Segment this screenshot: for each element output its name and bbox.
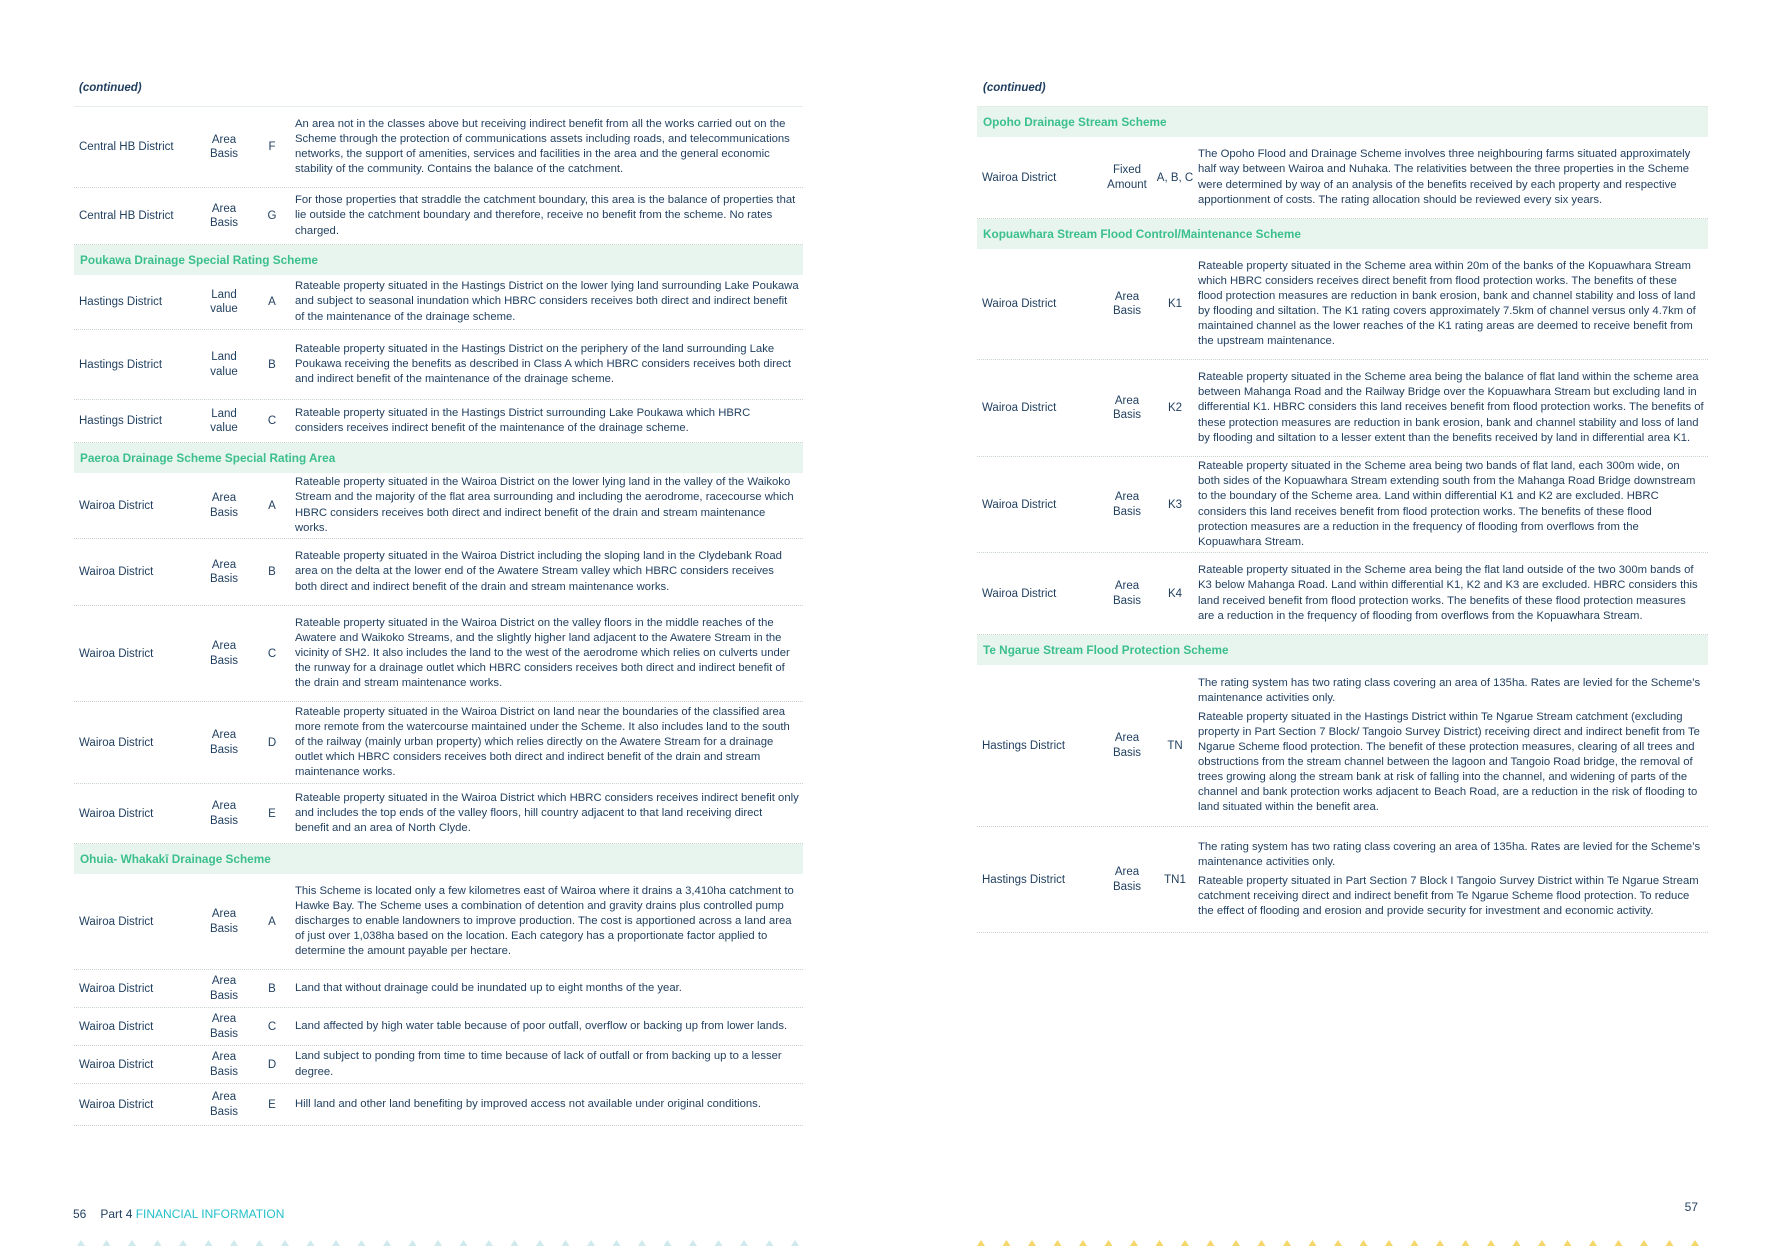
basis-text: Basis (209, 814, 239, 827)
triangle-mark (1283, 1240, 1291, 1246)
description-cell (295, 475, 803, 535)
triangle-mark (103, 1240, 111, 1246)
description-cell (1198, 563, 1708, 623)
triangle-mark (409, 1240, 417, 1246)
basis-cell (199, 407, 249, 436)
district-cell: Wairoa District (79, 915, 154, 928)
rates-table-left (74, 106, 803, 1126)
description-paragraph: Rateable property situated in Part Section 7 Block I Tangoio Survey District within Te Ngarue Stream catchment receiving direct and indirect benefit from Te Ngarue Scheme flood protection. To reduce the effect of flooding and erosion and provide security for investment and economic activity. (1198, 874, 1699, 918)
triangle-mark (740, 1240, 748, 1246)
table-row (74, 784, 803, 844)
description-cell (295, 1019, 803, 1034)
basis-cell (199, 728, 249, 757)
triangle-mark (1156, 1240, 1164, 1246)
triangle-mark (715, 1240, 723, 1246)
basis-text: Basis (1112, 505, 1142, 518)
rating-class-cell: D (267, 1058, 277, 1071)
description-cell (295, 1049, 803, 1079)
scheme-heading: Poukawa Drainage Special Rating Scheme (74, 245, 803, 275)
basis-text: Basis (209, 989, 239, 1002)
description-cell (295, 549, 803, 594)
table-row (977, 457, 1708, 553)
triangle-mark (1207, 1240, 1215, 1246)
scheme-heading: Kopuawhara Stream Flood Control/Maintenance Scheme (977, 219, 1708, 249)
triangle-mark (1130, 1240, 1138, 1246)
table-row (74, 275, 803, 330)
triangle-mark (1232, 1240, 1240, 1246)
triangle-mark (562, 1240, 570, 1246)
table-row (977, 665, 1708, 827)
basis-cell (199, 1012, 249, 1041)
district-cell: Hastings District (79, 358, 163, 371)
district-cell: Wairoa District (982, 298, 1057, 310)
basis-cell (1102, 865, 1152, 894)
basis-text: Area (1114, 491, 1140, 503)
basis-text: Basis (209, 1027, 239, 1040)
rating-class-cell: K4 (1167, 587, 1183, 600)
triangle-mark (1487, 1240, 1495, 1246)
rating-class-cell: C (267, 415, 277, 427)
triangle-mark (1003, 1240, 1011, 1246)
rating-class-cell: A (268, 915, 276, 928)
basis-text: Amount (1107, 178, 1147, 191)
triangle-mark (1411, 1240, 1419, 1246)
rating-class-cell: C (267, 647, 277, 660)
district-cell: Wairoa District (79, 1098, 154, 1111)
table-row (74, 107, 803, 188)
description-paragraph: Rateable property situated in the Hastings District on the lower lying land surrounding Lake Poukawa and subject to seasonal inundation which HBRC considers receives both direct and indirect benefit of the maintenance of the drainage scheme. (295, 280, 799, 323)
triangle-mark (1615, 1240, 1623, 1246)
triangle-mark (179, 1240, 187, 1246)
basis-cell (1102, 731, 1152, 760)
basis-text: Area (211, 1091, 237, 1103)
basis-text: value (210, 422, 238, 434)
description-cell (1198, 259, 1708, 350)
basis-cell (199, 491, 249, 520)
rating-class-cell: E (268, 1098, 276, 1111)
rating-class-cell: K3 (1167, 498, 1183, 511)
table-row (74, 473, 803, 539)
table-row (977, 137, 1708, 219)
basis-cell (1102, 579, 1152, 608)
triangle-mark (154, 1240, 162, 1246)
triangle-mark (1666, 1240, 1674, 1246)
basis-cell (199, 799, 249, 828)
rating-class-cell: D (267, 736, 277, 749)
basis-text: Area (211, 492, 237, 504)
triangle-mark (1436, 1240, 1444, 1246)
district-cell: Wairoa District (79, 807, 154, 820)
description-cell (295, 342, 803, 387)
table-row (74, 1084, 803, 1126)
description-cell (295, 791, 803, 836)
basis-cell (1102, 490, 1152, 519)
decorative-triangle-strip-left (77, 1240, 807, 1246)
basis-text: Area (211, 133, 237, 146)
rating-class-cell: A (268, 296, 276, 308)
triangle-mark (1589, 1240, 1597, 1246)
triangle-mark (511, 1240, 519, 1246)
table-row (74, 1046, 803, 1084)
continued-label: (continued) (983, 82, 1046, 94)
basis-text: Basis (1112, 305, 1142, 317)
district-cell: Wairoa District (79, 566, 154, 578)
basis-cell (1102, 163, 1152, 192)
rating-class-cell: E (268, 807, 276, 820)
table-row (74, 702, 803, 784)
basis-text: Basis (209, 217, 239, 229)
triangle-mark (766, 1240, 774, 1246)
triangle-mark (1334, 1240, 1342, 1246)
triangle-mark (77, 1240, 85, 1246)
table-row (74, 970, 803, 1008)
rating-class-cell: B (268, 982, 276, 995)
description-paragraph: Rateable property situated in the Wairoa District including the sloping land in the Clydebank Road area on the delta at the lower end of the Awatere Stream valley which HBRC considers receives both direct and indirect benefit of the drain and stream maintenance works. (295, 550, 782, 593)
basis-text: Area (1114, 290, 1140, 303)
table-row (74, 330, 803, 400)
description-cell (295, 616, 803, 691)
basis-text: Basis (1112, 746, 1142, 759)
description-paragraph: Rateable property situated in the Scheme area being the flat land outside of the two 300m bands of K3 below Mahanga Road. Land within differential K1, K2 and K3 are excluded. HBRC considers this land received benefit from flood protection works. The benefits of these flood protection measures are a reduction in the frequency of flooding from overflows from the Kopuawhara Stream. (1198, 564, 1698, 622)
district-cell: Wairoa District (982, 171, 1057, 184)
basis-cell (1102, 290, 1152, 319)
triangle-mark (358, 1240, 366, 1246)
rating-class-cell: TN (1167, 739, 1183, 752)
rating-class-cell: TN1 (1164, 873, 1186, 886)
description-cell (295, 406, 803, 436)
basis-text: Basis (209, 573, 239, 585)
scheme-heading: Te Ngarue Stream Flood Protection Scheme (977, 635, 1708, 665)
triangle-mark (1105, 1240, 1113, 1246)
district-cell: Hastings District (79, 296, 163, 308)
rating-class-cell: K1 (1167, 298, 1183, 310)
description-paragraph: For those properties that straddle the catchment boundary, this area is the balance of properties that lie outside the catchment boundary and therefore, receive no benefit from the scheme. No rates charged. (295, 194, 796, 237)
triangle-mark (1079, 1240, 1087, 1246)
part-label: Part 4 (100, 1207, 133, 1221)
triangle-mark (1258, 1240, 1266, 1246)
description-cell (295, 117, 803, 177)
description-paragraph: An area not in the classes above but receiving indirect benefit from all the works carried out on the Scheme through the protection of communications assets including roads, and telecommunications networks, the support of amenities, services and facilities in the area and the general economic stability of the community. Contains the balance of the catchment. (295, 117, 790, 176)
description-cell (1198, 676, 1708, 816)
basis-cell (199, 350, 249, 379)
description-paragraph: This Scheme is located only a few kilometres east of Wairoa where it drains a 3,410ha catchment to Hawke Bay. The Scheme uses a combination of detention and gravity drains plus controlled pump discharges to enable landowners to improve production. The cost is apportioned across a land area of just over 1,038ha based on the location. Each category has a proportionate factor applied to determine the amount payable per hectare. (295, 884, 794, 958)
description-paragraph: The rating system has two rating class covering an area of 135ha. Rates are levied for the Scheme’s maintenance activities only. (1198, 840, 1701, 868)
district-cell: Wairoa District (79, 982, 154, 995)
rating-class-cell: G (267, 210, 277, 222)
basis-text: Basis (1112, 880, 1142, 893)
triangle-mark (977, 1240, 985, 1246)
basis-text: Basis (209, 1065, 239, 1078)
triangle-mark (383, 1240, 391, 1246)
triangle-mark (256, 1240, 264, 1246)
table-row (74, 606, 803, 702)
triangle-mark (1640, 1240, 1648, 1246)
table-row (977, 827, 1708, 933)
basis-text: value (210, 365, 238, 378)
district-cell: Central HB District (79, 141, 174, 153)
description-paragraph: The rating system has two rating class covering an area of 135ha. Rates are levied for the Scheme’s maintenance activities only. (1198, 676, 1701, 704)
basis-cell (199, 133, 249, 162)
district-cell: Wairoa District (79, 499, 154, 512)
triangle-mark (128, 1240, 136, 1246)
triangle-mark (281, 1240, 289, 1246)
scheme-heading: Opoho Drainage Stream Scheme (977, 107, 1708, 137)
basis-cell (199, 288, 249, 317)
basis-text: Area (1114, 732, 1140, 744)
triangle-mark (1564, 1240, 1572, 1246)
basis-cell (199, 907, 249, 936)
triangle-mark (205, 1240, 213, 1246)
basis-text: Area (211, 640, 237, 652)
basis-text: Basis (209, 506, 239, 519)
district-cell: Hastings District (79, 415, 163, 427)
triangle-mark (1538, 1240, 1546, 1246)
triangle-mark (307, 1240, 315, 1246)
triangle-mark (1181, 1240, 1189, 1246)
description-paragraph: Rateable property situated in the Wairoa District on the lower lying land in the valley of the Waikoko Stream and the majority of the flat area surrounding and including the aerodrome, racecourse which HBRC considers receives both direct and indirect benefit of the drain and stream maintenance works. (295, 476, 794, 534)
table-row (977, 360, 1708, 457)
table-row (74, 874, 803, 970)
description-paragraph: The Opoho Flood and Drainage Scheme involves three neighbouring farms situated approximately half way between Wairoa and Nuhaka. The relativities between the three properties in the Scheme were determined by way of an analysis of the benefits received by each property and respective apportionment of costs. The rating allocation should be reviewed every six years. (1198, 148, 1691, 206)
description-paragraph: Land that without drainage could be inundated up to eight months of the year. (295, 981, 682, 994)
description-cell (1198, 147, 1708, 207)
basis-cell (199, 558, 249, 587)
description-cell (1198, 459, 1708, 550)
rating-class-cell: F (268, 141, 276, 153)
rating-class-cell: B (268, 358, 276, 371)
description-paragraph: Rateable property situated in the Scheme area within 20m of the banks of the Kopuawhara Stream which HBRC considers receives direct benefit from flood protection works. The benefits of these flood protection measures are reduction in bank erosion, bank and channel stability and loss of land by flooding and siltation. The K1 rating covers approximately 7.5km of channel versus only 4.7km of maintained channel as the lower reaches of the K1 rating areas are deemed to receive benefit from the upstream maintenance. (1198, 259, 1696, 348)
basis-text: Basis (1112, 409, 1142, 421)
triangle-mark (332, 1240, 340, 1246)
table-row (74, 1008, 803, 1046)
triangle-mark (1691, 1240, 1699, 1246)
triangle-mark (1054, 1240, 1062, 1246)
part-name: FINANCIAL INFORMATION (135, 1207, 285, 1221)
basis-cell (199, 639, 249, 668)
triangle-mark (1462, 1240, 1470, 1246)
description-paragraph: Rateable property situated in the Hastings District within Te Ngarue Stream catchment (excluding property in Part Section 7 Block/ Tangoio Survey District) receiving direct and indirect benefit from Te Ngarue Scheme flood protection. The benefit of these protection measures, clearing of all trees and obstructions from the stream channel between the lagoon and Tangoio Road bridge, the removal of trees growing along the stream bank at risk of falling into the channel, and widening of parts of the channel and bank protection works adjacent to Beach Road, are a reduction in the risk of flooding to land situated within the benefit area. (1198, 710, 1700, 814)
description-paragraph: Rateable property situated in the Scheme area being two bands of flat land, each 300m wide, on both sides of the Kopuawhara Stream extending south from the Mahanga Road Bridge downstream to the boundary of the Scheme area. Land within differential K1 and K2 are excluded. HBRC considers this land receives benefit from flood protection works. The benefits of these flood protection measures are a reduction in the frequency of flooding from overflows from the Kopuawhara Stream. (1198, 460, 1696, 548)
district-cell: Hastings District (982, 873, 1066, 886)
right-page (886, 0, 1772, 1246)
table-row (977, 553, 1708, 635)
triangle-mark (434, 1240, 442, 1246)
description-cell (295, 981, 803, 996)
rating-class-cell: K2 (1167, 402, 1183, 414)
triangle-mark (613, 1240, 621, 1246)
district-cell: Wairoa District (79, 647, 154, 660)
basis-cell (199, 1050, 249, 1079)
district-cell: Wairoa District (79, 1020, 154, 1033)
rates-table-right (977, 106, 1708, 933)
description-cell (295, 705, 803, 780)
description-paragraph: Rateable property situated in the Wairoa District which HBRC considers receives indirect benefit only and includes the top ends of the valley floors, hill country adjacent to that land receiving direct benefit and an area of North Clyde. (295, 791, 799, 835)
description-paragraph: Rateable property situated in the Hastings District surrounding Lake Poukawa which HBRC considers receives indirect benefit of the maintenance of the drainage scheme. (295, 406, 751, 434)
basis-text: Basis (209, 1105, 239, 1118)
basis-text: Area (211, 1051, 237, 1063)
basis-text: Basis (209, 148, 239, 160)
basis-text: Area (211, 558, 237, 571)
triangle-mark (791, 1240, 799, 1246)
table-row (74, 539, 803, 606)
basis-text: Land (211, 351, 237, 363)
district-cell: Wairoa District (982, 402, 1057, 414)
description-paragraph: Rateable property situated in the Hastings District on the periphery of the land surrounding Lake Poukawa receiving the benefits as described in Class A which HBRC considers receives both direct and indirect benefit of the maintenance of the drainage scheme. (295, 342, 792, 386)
table-row (977, 249, 1708, 360)
description-paragraph: Rateable property situated in the Wairoa District on the valley floors in the middle reaches of the Awatere and Waikoko Streams, and the slightly higher land adjacent to the Awatere Stream in the vicinity of SH2. It also includes the land to the west of the aerodrome which relies on culverts under the runway for a drainage outlet which HBRC considers receives both direct and indirect benefit of the drain and stream maintenance works. (295, 616, 790, 690)
district-cell: Hastings District (982, 739, 1066, 752)
rating-class-cell: C (267, 1020, 277, 1033)
triangle-mark (230, 1240, 238, 1246)
triangle-mark (1385, 1240, 1393, 1246)
scheme-heading: Ohuia- Whakakī Drainage Scheme (74, 844, 803, 874)
basis-text: Area (211, 729, 237, 741)
basis-text: Area (211, 800, 237, 812)
decorative-triangle-strip-right (977, 1240, 1708, 1246)
basis-cell (199, 1090, 249, 1119)
description-cell (295, 884, 803, 959)
triangle-mark (1028, 1240, 1036, 1246)
basis-text: Area (211, 975, 237, 987)
triangle-mark (1513, 1240, 1521, 1246)
triangle-mark (1360, 1240, 1368, 1246)
rating-class-cell: A, B, C (1156, 171, 1194, 184)
triangle-mark (689, 1240, 697, 1246)
triangle-mark (1309, 1240, 1317, 1246)
basis-text: Basis (209, 922, 239, 935)
description-cell (295, 1097, 803, 1112)
description-paragraph: Rateable property situated in the Scheme area being the balance of flat land within the scheme area between Mahanga Road and the Railway Bridge over the Kopuawhara Stream but excluding land in differential K1. HBRC considers this land receives benefit from flood protection works. The benefits of these protection measures are reduction in bank erosion, bank and channel stability and loss of land by flooding and siltation to a lesser extent than the benefits received by land in differential area K1. (1198, 371, 1704, 444)
triangle-mark (587, 1240, 595, 1246)
district-cell: Wairoa District (982, 587, 1057, 600)
rating-class-cell: A (268, 499, 276, 512)
triangle-mark (664, 1240, 672, 1246)
continued-label: (continued) (79, 82, 142, 94)
basis-text: Land (211, 407, 237, 420)
page-number: 56 (73, 1207, 87, 1221)
page-footer-left (73, 1207, 284, 1221)
basis-text: Area (1114, 866, 1140, 878)
basis-text: Area (211, 908, 237, 920)
description-paragraph: Hill land and other land benefiting by improved access not available under original conditions. (295, 1097, 761, 1110)
basis-text: Area (211, 1013, 237, 1025)
basis-text: Land (211, 288, 237, 301)
district-cell: Wairoa District (982, 498, 1057, 511)
basis-text: Basis (1112, 594, 1142, 607)
basis-text: value (210, 303, 238, 315)
scheme-heading: Paeroa Drainage Scheme Special Rating Area (74, 443, 803, 473)
triangle-mark (638, 1240, 646, 1246)
page-number: 57 (1684, 1200, 1698, 1214)
description-cell (295, 279, 803, 324)
triangle-mark (460, 1240, 468, 1246)
description-paragraph: Rateable property situated in the Wairoa District on land near the boundaries of the classified area more remote from the watercourse maintained under the Scheme. It also includes land to the south of the railway (mainly urban property) which relies directly on the Awatere Stream for a drainage outlet which HBRC considers receives both direct and indirect benefit of the drain and stream maintenance works. (295, 705, 790, 779)
triangle-mark (536, 1240, 544, 1246)
table-row (74, 400, 803, 443)
district-cell: Wairoa District (79, 736, 154, 749)
basis-text: Fixed (1112, 164, 1142, 176)
basis-cell (199, 202, 249, 231)
description-paragraph: Land subject to ponding from time to time because of lack of outfall or from backing up to a lesser degree. (295, 1050, 782, 1078)
table-row (74, 188, 803, 245)
district-cell: Wairoa District (79, 1058, 154, 1071)
description-cell (1198, 840, 1708, 919)
basis-cell (1102, 394, 1152, 423)
description-cell (295, 193, 803, 238)
basis-text: Area (1114, 580, 1140, 592)
triangle-mark (485, 1240, 493, 1246)
basis-cell (199, 974, 249, 1003)
basis-text: Area (1114, 394, 1140, 407)
description-cell (1198, 370, 1708, 445)
basis-text: Basis (209, 743, 239, 756)
description-paragraph: Land affected by high water table because of poor outfall, overflow or backing up from lower lands. (295, 1019, 788, 1032)
district-cell: Central HB District (79, 210, 174, 222)
basis-text: Basis (209, 654, 239, 667)
basis-text: Area (211, 202, 237, 215)
rating-class-cell: B (268, 566, 276, 578)
